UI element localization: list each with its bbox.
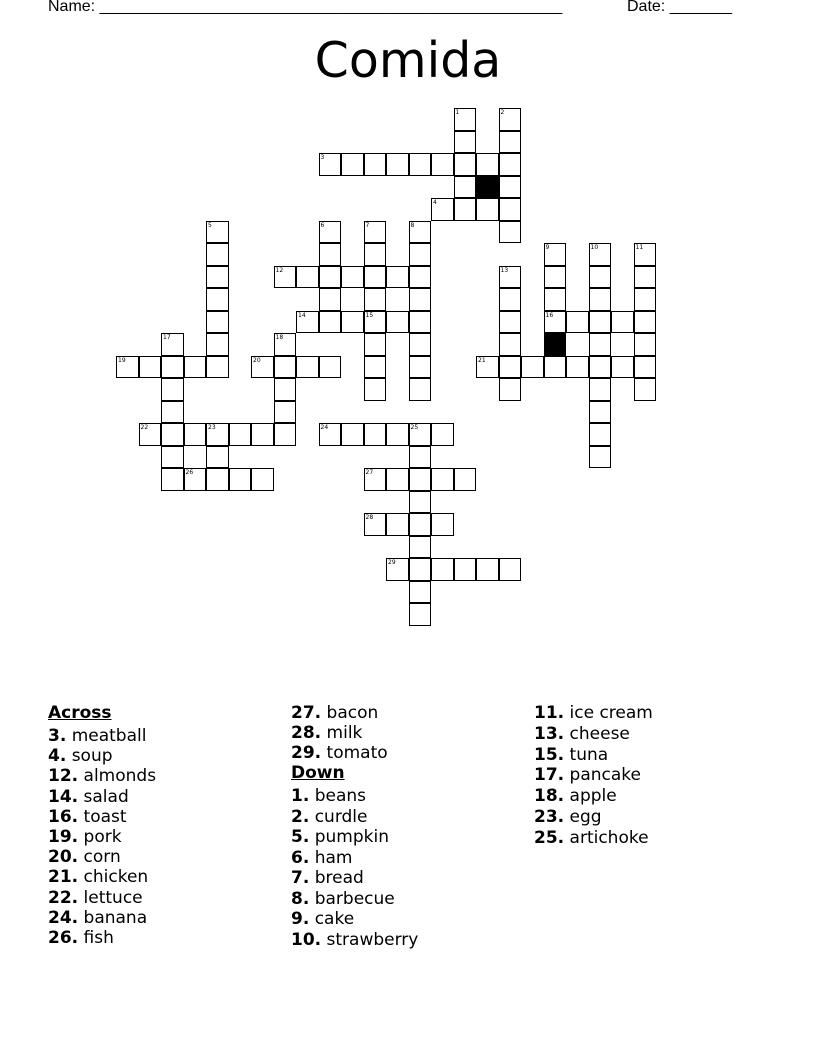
grid-cell[interactable] — [139, 423, 162, 446]
grid-cell[interactable] — [499, 558, 522, 581]
grid-cell[interactable] — [634, 356, 657, 379]
grid-cell[interactable] — [386, 513, 409, 536]
grid-cell[interactable] — [206, 266, 229, 289]
clue-item-answer: corn — [83, 847, 121, 868]
grid-cell[interactable] — [634, 311, 657, 334]
clue-item — [291, 848, 352, 868]
grid-cell[interactable] — [319, 356, 342, 379]
grid-cell[interactable] — [409, 581, 432, 604]
clue-item — [534, 724, 630, 744]
grid-cell[interactable] — [634, 378, 657, 401]
grid-cell[interactable] — [499, 378, 522, 401]
clue-item-answer: ham — [314, 847, 353, 868]
grid-cell[interactable] — [386, 153, 409, 176]
clue-number: 4 — [433, 199, 437, 206]
across-heading: Across — [48, 703, 112, 723]
grid-cell[interactable] — [409, 468, 432, 491]
grid-cell[interactable] — [206, 288, 229, 311]
grid-cell[interactable] — [364, 221, 387, 244]
grid-cell[interactable] — [454, 198, 477, 221]
grid-cell[interactable] — [161, 468, 184, 491]
grid-cell[interactable] — [251, 356, 274, 379]
clue-item-answer: artichoke — [569, 827, 649, 848]
grid-cell[interactable] — [499, 153, 522, 176]
grid-cell[interactable] — [544, 288, 567, 311]
grid-cell[interactable] — [184, 468, 207, 491]
clue-item-number: 29. — [291, 743, 322, 764]
clue-item — [534, 807, 602, 827]
clue-number: 20 — [253, 356, 261, 364]
clue-number: 24 — [320, 424, 329, 431]
clue-number: 2 — [500, 109, 505, 116]
grid-cell[interactable] — [386, 266, 409, 289]
clue-item — [534, 828, 649, 848]
clue-item-answer: tomato — [326, 743, 388, 764]
grid-cell[interactable] — [139, 356, 162, 379]
grid-cell[interactable] — [499, 131, 522, 154]
clue-item-number: 1. — [291, 786, 310, 806]
grid-cell[interactable] — [589, 423, 612, 446]
grid-cell[interactable] — [589, 266, 612, 289]
clue-item — [534, 703, 653, 723]
grid-cell[interactable] — [251, 468, 274, 491]
grid-cell[interactable] — [341, 266, 364, 289]
clue-number: 14 — [298, 311, 306, 319]
grid-cell[interactable] — [296, 266, 319, 289]
grid-cell[interactable] — [319, 153, 342, 176]
grid-cell[interactable] — [161, 401, 184, 424]
grid-cell[interactable] — [229, 423, 252, 446]
clue-item-answer: pumpkin — [314, 827, 389, 847]
grid-cell[interactable] — [454, 468, 477, 491]
clue-item-answer: toast — [83, 806, 127, 827]
grid-cell[interactable] — [499, 221, 522, 244]
clue-item-number: 7. — [291, 868, 310, 888]
clue-item-answer: barbecue — [314, 888, 395, 909]
clue-item-number: 19. — [48, 827, 79, 847]
clue-number: 9 — [545, 244, 550, 251]
grid-cell[interactable] — [589, 378, 612, 401]
grid-cell[interactable] — [229, 468, 252, 491]
grid-cell[interactable] — [634, 288, 657, 311]
clue-number: 23 — [208, 424, 216, 431]
grid-cell[interactable] — [161, 446, 184, 469]
clue-number: 17 — [163, 334, 171, 341]
grid-cell[interactable] — [161, 356, 184, 379]
grid-cell[interactable] — [161, 423, 184, 446]
clue-number: 8 — [410, 221, 415, 229]
grid-cell[interactable] — [499, 356, 522, 379]
clue-item — [48, 908, 147, 928]
grid-cell[interactable] — [454, 108, 477, 131]
clue-number: 25 — [410, 424, 419, 431]
clue-item-number: 4. — [48, 746, 67, 767]
clue-number: 22 — [140, 424, 149, 431]
grid-cell[interactable] — [296, 356, 319, 379]
clue-item — [291, 909, 354, 929]
clue-number: 5 — [208, 221, 212, 229]
grid-cell[interactable] — [499, 198, 522, 221]
clue-item — [291, 807, 368, 827]
grid-cell[interactable] — [341, 311, 364, 334]
clue-number: 6 — [320, 221, 325, 229]
clue-number: 10 — [590, 244, 599, 251]
grid-cell[interactable] — [386, 423, 409, 446]
grid-cell[interactable] — [319, 288, 342, 311]
grid-cell[interactable] — [409, 603, 432, 626]
clue-item-number: 3. — [48, 726, 67, 746]
clue-item — [291, 786, 366, 806]
grid-cell[interactable] — [409, 288, 432, 311]
grid-cell[interactable] — [274, 378, 297, 401]
down-heading: Down — [291, 763, 345, 783]
clue-item-answer: pancake — [569, 765, 641, 786]
grid-cell[interactable] — [634, 243, 657, 266]
grid-cell[interactable] — [161, 378, 184, 401]
grid-cell[interactable] — [364, 513, 387, 536]
grid-cell[interactable] — [409, 513, 432, 536]
grid-cell[interactable] — [589, 243, 612, 266]
puzzle-title: Comida — [314, 32, 502, 89]
grid-cell[interactable] — [454, 558, 477, 581]
clue-item-number: 11. — [534, 703, 565, 723]
grid-cell[interactable] — [454, 131, 477, 154]
grid-cell[interactable] — [274, 333, 297, 356]
clue-item-answer: milk — [326, 723, 363, 744]
clue-item — [534, 745, 608, 765]
grid-cell[interactable] — [611, 311, 634, 334]
grid-cell[interactable] — [409, 311, 432, 334]
clue-number: 21 — [478, 356, 486, 364]
clue-item-number: 17. — [534, 765, 565, 786]
grid-cell[interactable] — [476, 558, 499, 581]
grid-cell[interactable] — [611, 356, 634, 379]
grid-cell[interactable] — [206, 356, 229, 379]
clue-number: 12 — [275, 266, 284, 274]
clue-item-answer: salad — [83, 786, 129, 807]
grid-cell[interactable] — [364, 311, 387, 334]
grid-cell[interactable] — [274, 266, 297, 289]
grid-cell[interactable] — [589, 333, 612, 356]
grid-cell[interactable] — [319, 311, 342, 334]
grid-cell[interactable] — [634, 266, 657, 289]
clue-item-answer: beans — [314, 786, 367, 806]
grid-cell[interactable] — [206, 423, 229, 446]
grid-cell[interactable] — [409, 333, 432, 356]
clue-item-number: 27. — [291, 703, 322, 723]
grid-cell[interactable] — [251, 423, 274, 446]
grid-cell[interactable] — [476, 356, 499, 379]
grid-cell[interactable] — [589, 446, 612, 469]
clue-item — [48, 867, 148, 887]
grid-cell[interactable] — [544, 311, 567, 334]
date-field-label: Date: _______ — [627, 0, 732, 15]
clue-item — [48, 888, 143, 908]
grid-cell[interactable] — [499, 288, 522, 311]
clue-item-answer: bread — [314, 868, 364, 888]
clue-item — [291, 723, 362, 743]
clue-item-answer: banana — [83, 907, 148, 928]
grid-cell[interactable] — [589, 356, 612, 379]
clue-item-number: 5. — [291, 827, 310, 847]
grid-cell[interactable] — [386, 468, 409, 491]
grid-cell[interactable] — [431, 198, 454, 221]
grid-cell[interactable] — [296, 311, 319, 334]
grid-cell[interactable] — [476, 153, 499, 176]
grid-cell[interactable] — [409, 491, 432, 514]
grid-cell[interactable] — [409, 266, 432, 289]
clue-item-number: 28. — [291, 723, 322, 744]
clue-item-answer: almonds — [83, 766, 157, 787]
grid-cell[interactable] — [409, 378, 432, 401]
clue-item-number: 26. — [48, 928, 79, 948]
grid-cell[interactable] — [274, 423, 297, 446]
clue-item — [48, 726, 146, 746]
clue-item — [534, 765, 641, 785]
grid-cell[interactable] — [364, 378, 387, 401]
grid-cell[interactable] — [566, 356, 589, 379]
grid-cell[interactable] — [184, 423, 207, 446]
clue-item-number: 20. — [48, 847, 79, 868]
clue-number: 16 — [545, 311, 554, 319]
grid-cell[interactable] — [319, 266, 342, 289]
grid-cell[interactable] — [319, 243, 342, 266]
grid-cell[interactable] — [499, 333, 522, 356]
clue-item-answer: curdle — [314, 806, 368, 827]
grid-cell[interactable] — [589, 311, 612, 334]
grid-cell[interactable] — [341, 153, 364, 176]
grid-cell[interactable] — [341, 423, 364, 446]
clue-item — [291, 889, 395, 909]
clue-item — [48, 746, 113, 766]
grid-cell[interactable] — [206, 311, 229, 334]
clue-item-number: 10. — [291, 929, 322, 950]
grid-cell[interactable] — [206, 468, 229, 491]
grid-cell[interactable] — [499, 266, 522, 289]
clue-item — [48, 787, 129, 807]
clue-item — [534, 786, 617, 806]
grid-cell[interactable] — [544, 266, 567, 289]
grid-cell[interactable] — [566, 311, 589, 334]
clue-number: 15 — [365, 311, 374, 319]
grid-cell[interactable] — [499, 311, 522, 334]
grid-cell[interactable] — [364, 153, 387, 176]
grid-cell[interactable] — [431, 513, 454, 536]
grid-cell[interactable] — [364, 423, 387, 446]
grid-cell[interactable] — [589, 288, 612, 311]
clue-item-number: 15. — [534, 744, 565, 765]
clue-item-answer: apple — [569, 786, 617, 807]
clue-item-number: 13. — [534, 723, 565, 744]
clue-item-number: 8. — [291, 888, 310, 909]
black-cell — [476, 176, 499, 199]
clue-item — [48, 928, 114, 948]
grid-cell[interactable] — [364, 288, 387, 311]
clue-number: 1 — [455, 109, 460, 116]
clue-number: 29 — [388, 559, 396, 566]
clue-item-number: 2. — [291, 806, 310, 827]
clue-item — [48, 847, 121, 867]
clue-item-number: 9. — [291, 909, 310, 929]
grid-cell[interactable] — [634, 333, 657, 356]
grid-cell[interactable] — [409, 446, 432, 469]
clue-item-answer: cake — [314, 909, 355, 929]
clue-number: 18 — [275, 334, 284, 341]
grid-cell[interactable] — [184, 356, 207, 379]
clue-item-answer: strawberry — [326, 929, 419, 950]
grid-cell[interactable] — [409, 356, 432, 379]
grid-cell[interactable] — [274, 401, 297, 424]
grid-cell[interactable] — [409, 221, 432, 244]
clue-number: 3 — [320, 154, 325, 161]
clue-item-answer: cheese — [569, 723, 630, 744]
clue-number: 27 — [365, 469, 374, 476]
clue-item — [48, 807, 127, 827]
clue-item-number: 22. — [48, 887, 79, 908]
grid-cell[interactable] — [319, 423, 342, 446]
clue-item-answer: lettuce — [83, 887, 143, 908]
clue-item — [48, 827, 122, 847]
grid-cell[interactable] — [544, 243, 567, 266]
grid-cell[interactable] — [206, 446, 229, 469]
clue-item — [291, 930, 418, 950]
grid-cell[interactable] — [116, 356, 139, 379]
grid-cell[interactable] — [431, 423, 454, 446]
clue-number: 13 — [500, 266, 509, 274]
grid-cell[interactable] — [364, 356, 387, 379]
clue-number: 19 — [118, 356, 126, 364]
clue-item-answer: pork — [83, 827, 122, 847]
clue-item-answer: ice cream — [569, 703, 653, 723]
clue-item-answer: soup — [71, 746, 113, 767]
grid-cell[interactable] — [364, 266, 387, 289]
grid-cell[interactable] — [409, 536, 432, 559]
clue-item — [291, 703, 378, 723]
clue-item-number: 6. — [291, 847, 310, 868]
clue-item-answer: egg — [569, 807, 602, 827]
clue-item-number: 14. — [48, 786, 79, 807]
grid-cell[interactable] — [386, 311, 409, 334]
grid-cell[interactable] — [206, 221, 229, 244]
grid-cell[interactable] — [431, 558, 454, 581]
clue-item — [48, 766, 156, 786]
grid-cell[interactable] — [161, 333, 184, 356]
grid-cell[interactable] — [319, 221, 342, 244]
clue-item-number: 24. — [48, 907, 79, 928]
grid-cell[interactable] — [386, 558, 409, 581]
black-cell — [544, 333, 567, 356]
grid-cell[interactable] — [476, 198, 499, 221]
grid-cell[interactable] — [521, 356, 544, 379]
clue-item-answer: meatball — [71, 726, 147, 746]
grid-cell[interactable] — [364, 243, 387, 266]
grid-cell[interactable] — [499, 108, 522, 131]
clue-item-number: 21. — [48, 867, 79, 888]
clue-number: 26 — [185, 469, 194, 476]
grid-cell[interactable] — [454, 153, 477, 176]
clue-item-number: 18. — [534, 786, 565, 807]
clue-item-answer: chicken — [83, 867, 149, 888]
grid-cell[interactable] — [409, 243, 432, 266]
clue-item-number: 12. — [48, 766, 79, 787]
clue-item-number: 23. — [534, 807, 565, 827]
grid-cell[interactable] — [409, 558, 432, 581]
grid-cell[interactable] — [431, 468, 454, 491]
grid-cell[interactable] — [589, 401, 612, 424]
clue-number: 28 — [365, 514, 374, 521]
grid-cell[interactable] — [409, 153, 432, 176]
name-field-label: Name: ____________________________________________________ — [48, 0, 563, 15]
clue-item-answer: tuna — [569, 744, 609, 765]
grid-cell[interactable] — [364, 333, 387, 356]
grid-cell[interactable] — [206, 243, 229, 266]
grid-cell[interactable] — [544, 356, 567, 379]
clue-item-answer: bacon — [326, 703, 379, 723]
grid-cell[interactable] — [454, 176, 477, 199]
clue-item-number: 16. — [48, 806, 79, 827]
grid-cell[interactable] — [431, 153, 454, 176]
clue-item — [291, 827, 389, 847]
grid-cell[interactable] — [499, 176, 522, 199]
clue-number: 11 — [635, 244, 644, 251]
grid-cell[interactable] — [206, 333, 229, 356]
grid-cell[interactable] — [364, 468, 387, 491]
grid-cell[interactable] — [409, 423, 432, 446]
clue-item-answer: fish — [83, 928, 114, 948]
clue-item — [291, 743, 388, 763]
clue-number: 7 — [365, 221, 370, 229]
clue-item — [291, 868, 364, 888]
clue-item-number: 25. — [534, 827, 565, 848]
grid-cell[interactable] — [274, 356, 297, 379]
